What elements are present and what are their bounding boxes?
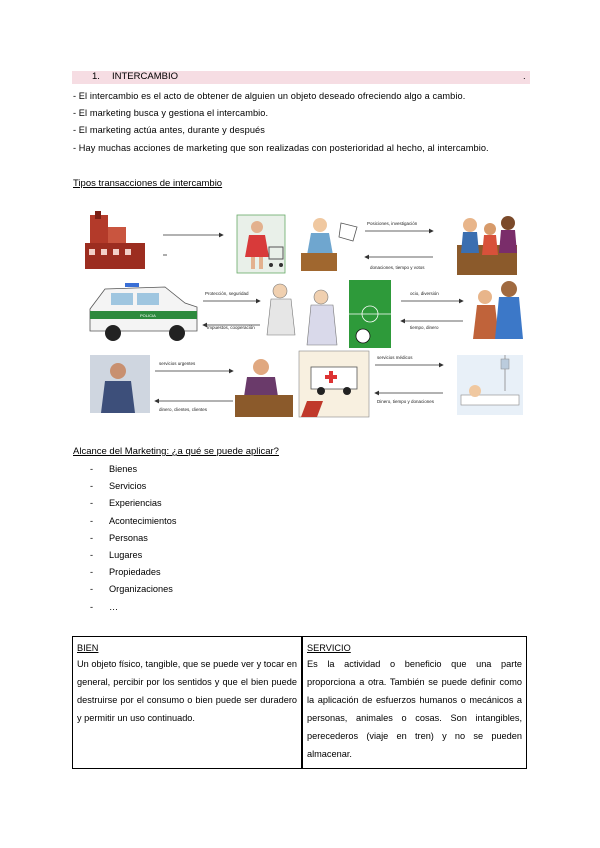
list-dash: - [90,481,94,491]
arrow-label: Posiciones, investigación [367,221,418,226]
section-title: INTERCAMBIO [112,71,178,82]
list-dash: - [90,533,94,543]
list-item [90,516,176,526]
car-label: POLICIA [140,313,156,318]
arrow-label: Protección, seguridad [205,291,249,296]
list-item-label: Bienes [109,464,138,474]
hospital-patient-icon [457,355,523,415]
list-item-label: Acontecimientos [109,516,177,526]
family-icon [457,216,517,275]
bien-cell [73,637,303,769]
arrow-label: servicios médicos [377,355,413,360]
factory-icon [85,211,145,269]
list-item [90,567,161,577]
bien-definition: Un objeto físico, tangible, que se puede ver y tocar en general, percibir por los sentidos y que el bien puede destruirse por el consumo o bien puede ser duradero y permitir un uso continuado. [77,659,297,723]
list-item-label: Lugares [109,550,143,560]
arrow-label: tiempo, dinero [410,325,439,330]
servicio-definition: Es la actividad o beneficio que una parte proporciona a otra. También se puede definir como la aplicación de esfuerzos humanos o mecánicos a personas, animales o cosas. Son intangibles, perecederos (viaje en tren) y no se pueden almacenar. [307,659,522,759]
list-item-label: Servicios [109,481,147,491]
bien-servicio-table [72,636,527,769]
arrow-label: Impuestos, cooperación [207,325,255,330]
arrow-label: ocio, diversión [410,291,439,296]
arrow-label: dinero, clientes, clientes [159,407,208,412]
alcance-title: Alcance del Marketing: ¿a qué se puede aplicar? [73,446,279,457]
list-item-label: Experiencias [109,498,162,508]
reporter-icon [90,355,150,413]
tipos-title: Tipos transacciones de intercambio [73,178,223,189]
ambulance-icon [299,351,369,417]
bien-title: BIEN [77,643,99,653]
section-number: 1. [92,71,100,82]
citizens-icon [267,284,337,345]
section-title-trailing: . [523,71,526,82]
bullet-text: - El marketing actúa antes, durante y después [73,125,265,135]
list-item-label: … [109,602,119,612]
list-item-label: Organizaciones [109,584,173,594]
desk-worker-icon [235,359,293,417]
servicio-cell [302,637,527,769]
football-field-icon [349,280,391,348]
exchange-transactions-illustration [85,205,530,420]
list-dash: - [90,516,94,526]
bullet-text: - El intercambio es el acto de obtener de alguien un objeto deseado ofreciendo algo a cambio. [73,91,466,101]
list-dash: - [90,550,94,560]
list-item [90,481,146,491]
bullet-text: - El marketing busca y gestiona el intercambio. [73,108,269,118]
list-dash: - [90,602,94,612]
list-item [90,533,148,543]
list-dash: - [90,584,94,594]
list-item [90,550,142,560]
list-item [90,464,137,474]
arrow-label: Dinero, tiempo y donaciones [377,399,435,404]
list-item [90,602,118,612]
family-tv-icon [473,281,523,339]
shopper-icon [237,215,285,273]
police-car-icon [90,283,197,341]
list-dash: - [90,567,94,577]
list-item-label: Propiedades [109,567,161,577]
servicio-title: SERVICIO [307,643,351,653]
list-item [90,498,162,508]
bullet-text: - Hay muchas acciones de marketing que son realizadas con posterioridad al hecho, al intercambio. [73,143,489,153]
list-dash: - [90,498,94,508]
list-item-label: Personas [109,533,148,543]
list-dash: - [90,464,94,474]
list-item [90,584,173,594]
lecturer-icon [301,218,357,271]
arrow-label: servicios urgentes [159,361,196,366]
arrow-label: donaciones, tiempo y votos [370,265,425,270]
